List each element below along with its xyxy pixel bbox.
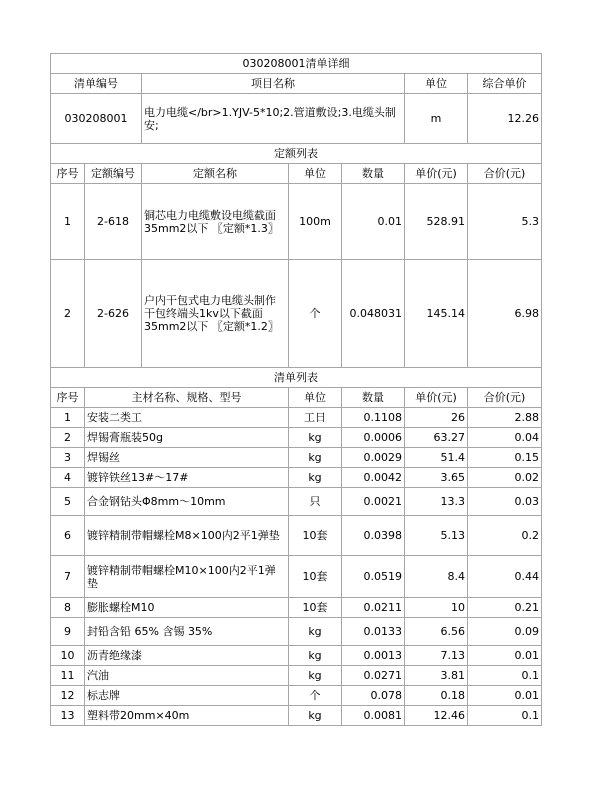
bill-detail-table (50, 53, 542, 726)
material-unit: kg (289, 448, 342, 468)
material-qty: 0.0013 (342, 646, 405, 666)
material-total: 0.1 (468, 706, 542, 726)
material-price: 0.18 (405, 686, 468, 706)
quota-section-row (51, 144, 542, 164)
material-seq: 13 (51, 706, 85, 726)
material-price: 13.3 (405, 488, 468, 516)
material-name: 镀锌精制带帽螺栓M8×100内2平1弹垫 (85, 516, 289, 556)
material-price: 51.4 (405, 448, 468, 468)
material-name: 封铅含铅 65% 含锡 35% (85, 618, 289, 646)
material-unit: kg (289, 618, 342, 646)
material-row (51, 428, 542, 448)
quota-qty-header: 数量 (342, 164, 405, 184)
quota-section-title: 定额列表 (51, 144, 542, 164)
quota-unit: 个 (289, 260, 342, 368)
material-total: 2.88 (468, 408, 542, 428)
material-unit: 10套 (289, 516, 342, 556)
material-price: 63.27 (405, 428, 468, 448)
quota-code: 2-626 (85, 260, 142, 368)
quota-row (51, 260, 542, 368)
material-row (51, 646, 542, 666)
material-unit: kg (289, 706, 342, 726)
material-seq-header: 序号 (51, 388, 85, 408)
name-header: 项目名称 (142, 74, 405, 94)
material-total: 0.21 (468, 598, 542, 618)
material-row (51, 666, 542, 686)
material-row (51, 598, 542, 618)
material-total-header: 合价(元) (468, 388, 542, 408)
material-total: 0.1 (468, 666, 542, 686)
material-name: 镀锌精制带帽螺栓M10×100内2平1弹垫 (85, 556, 289, 598)
table-title: 030208001清单详细 (51, 54, 542, 74)
material-unit-header: 单位 (289, 388, 342, 408)
material-unit: 工日 (289, 408, 342, 428)
quota-unit-header: 单位 (289, 164, 342, 184)
material-qty: 0.0021 (342, 488, 405, 516)
material-price: 10 (405, 598, 468, 618)
quota-row (51, 184, 542, 260)
material-seq: 11 (51, 666, 85, 686)
quota-seq: 2 (51, 260, 85, 368)
material-price: 6.56 (405, 618, 468, 646)
material-qty: 0.0042 (342, 468, 405, 488)
material-name: 安装二类工 (85, 408, 289, 428)
quota-name-header: 定额名称 (142, 164, 289, 184)
material-row (51, 618, 542, 646)
material-name: 焊锡丝 (85, 448, 289, 468)
quota-total-header: 合价(元) (468, 164, 542, 184)
material-qty: 0.078 (342, 686, 405, 706)
material-unit: 10套 (289, 598, 342, 618)
material-price: 12.46 (405, 706, 468, 726)
material-total: 0.02 (468, 468, 542, 488)
quota-header-row (51, 164, 542, 184)
material-row (51, 408, 542, 428)
quota-unit: 100m (289, 184, 342, 260)
item-code: 030208001 (51, 94, 142, 144)
material-row (51, 516, 542, 556)
material-price: 5.13 (405, 516, 468, 556)
material-total: 0.03 (468, 488, 542, 516)
quota-price-header: 单价(元) (405, 164, 468, 184)
item-row (51, 94, 542, 144)
material-unit: 个 (289, 686, 342, 706)
material-total: 0.01 (468, 686, 542, 706)
unit-header: 单位 (405, 74, 468, 94)
quota-code-header: 定额编号 (85, 164, 142, 184)
item-name: 电力电缆</br>1.YJV-5*10;2.管道敷设;3.电缆头制安; (142, 94, 405, 144)
material-name: 沥青绝缘漆 (85, 646, 289, 666)
material-seq: 2 (51, 428, 85, 448)
material-qty: 0.0006 (342, 428, 405, 448)
item-unit: m (405, 94, 468, 144)
material-qty-header: 数量 (342, 388, 405, 408)
material-price: 7.13 (405, 646, 468, 666)
material-name: 膨胀螺栓M10 (85, 598, 289, 618)
material-total: 0.2 (468, 516, 542, 556)
material-name: 焊锡膏瓶装50g (85, 428, 289, 448)
material-row (51, 488, 542, 516)
quota-code: 2-618 (85, 184, 142, 260)
material-price: 8.4 (405, 556, 468, 598)
material-total: 0.15 (468, 448, 542, 468)
material-unit: kg (289, 428, 342, 448)
material-qty: 0.0133 (342, 618, 405, 646)
material-price: 3.65 (405, 468, 468, 488)
quota-total: 5.3 (468, 184, 542, 260)
material-qty: 0.0398 (342, 516, 405, 556)
material-unit: kg (289, 666, 342, 686)
code-header: 清单编号 (51, 74, 142, 94)
material-row (51, 686, 542, 706)
quota-qty: 0.048031 (342, 260, 405, 368)
quota-price: 145.14 (405, 260, 468, 368)
material-row (51, 468, 542, 488)
material-name: 镀锌铁丝13#～17# (85, 468, 289, 488)
quota-name: 户内干包式电力电缆头制作 干包终端头1kv以下截面35mm2以下 〖定额*1.2〗 (142, 260, 289, 368)
quota-seq: 1 (51, 184, 85, 260)
material-name: 汽油 (85, 666, 289, 686)
material-qty: 0.0029 (342, 448, 405, 468)
material-total: 0.09 (468, 618, 542, 646)
material-qty: 0.0081 (342, 706, 405, 726)
material-unit: kg (289, 646, 342, 666)
material-seq: 3 (51, 448, 85, 468)
material-qty: 0.1108 (342, 408, 405, 428)
price-header: 综合单价 (468, 74, 542, 94)
material-qty: 0.0271 (342, 666, 405, 686)
materials-header-row (51, 388, 542, 408)
material-price: 3.81 (405, 666, 468, 686)
material-seq: 5 (51, 488, 85, 516)
material-row (51, 556, 542, 598)
material-qty: 0.0519 (342, 556, 405, 598)
material-total: 0.01 (468, 646, 542, 666)
material-seq: 12 (51, 686, 85, 706)
material-total: 0.04 (468, 428, 542, 448)
material-seq: 4 (51, 468, 85, 488)
material-total: 0.44 (468, 556, 542, 598)
material-unit: 只 (289, 488, 342, 516)
quota-price: 528.91 (405, 184, 468, 260)
material-unit: kg (289, 468, 342, 488)
material-seq: 1 (51, 408, 85, 428)
material-seq: 10 (51, 646, 85, 666)
material-seq: 8 (51, 598, 85, 618)
material-row (51, 448, 542, 468)
material-name-header: 主材名称、规格、型号 (85, 388, 289, 408)
material-price-header: 单价(元) (405, 388, 468, 408)
title-row (51, 54, 542, 74)
item-header-row (51, 74, 542, 94)
material-seq: 6 (51, 516, 85, 556)
item-price: 12.26 (468, 94, 542, 144)
materials-section-row (51, 368, 542, 388)
materials-section-title: 清单列表 (51, 368, 542, 388)
quota-name: 铜芯电力电缆敷设电缆截面35mm2以下 〖定额*1.3〗 (142, 184, 289, 260)
material-seq: 7 (51, 556, 85, 598)
quota-qty: 0.01 (342, 184, 405, 260)
material-price: 26 (405, 408, 468, 428)
material-row (51, 706, 542, 726)
material-name: 标志牌 (85, 686, 289, 706)
table-body (51, 54, 542, 726)
quota-seq-header: 序号 (51, 164, 85, 184)
quota-total: 6.98 (468, 260, 542, 368)
material-qty: 0.0211 (342, 598, 405, 618)
material-name: 合金钢钻头Φ8mm～10mm (85, 488, 289, 516)
material-seq: 9 (51, 618, 85, 646)
material-unit: 10套 (289, 556, 342, 598)
material-name: 塑料带20mm×40m (85, 706, 289, 726)
